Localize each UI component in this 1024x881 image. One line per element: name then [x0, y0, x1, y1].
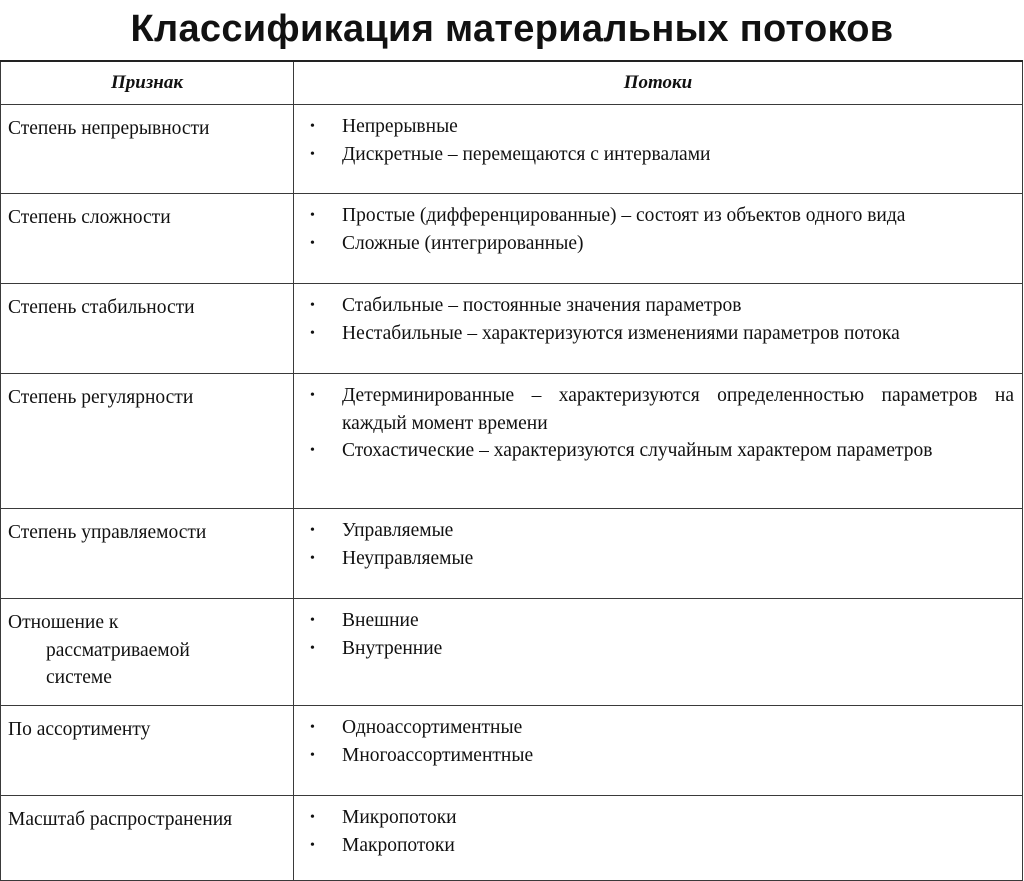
item-text: Сложные (интегрированные)	[342, 232, 584, 254]
flows-list	[304, 292, 1014, 347]
table-row	[1, 599, 1023, 706]
item-text: Нестабильные – характеризуются изменениями параметров потока	[342, 322, 900, 344]
list-item	[304, 517, 1014, 545]
table-row	[1, 105, 1023, 194]
feature-cell: Степень сложности	[1, 194, 294, 284]
table-header-row	[1, 61, 1023, 105]
list-item	[304, 202, 1014, 230]
bullet-icon: •	[310, 613, 315, 628]
feature-cell: По ассортименту	[1, 706, 294, 796]
feature-cell	[1, 599, 294, 706]
table-row	[1, 194, 1023, 284]
table-row	[1, 796, 1023, 881]
flows-cell	[294, 509, 1023, 599]
item-text: Микропотоки	[342, 807, 457, 828]
list-item	[304, 832, 1014, 860]
item-text: Стохастические – характеризуются случайным характером параметров	[342, 440, 933, 461]
feature-cell: Степень управляемости	[1, 509, 294, 599]
feature-cell: Степень регулярности	[1, 374, 294, 509]
feature-cell: Степень непрерывности	[1, 105, 294, 194]
list-item	[304, 545, 1014, 573]
bullet-icon: •	[310, 119, 315, 134]
table-row	[1, 706, 1023, 796]
list-item	[304, 607, 1014, 635]
item-text: Стабильные – постоянные значения параметров	[342, 295, 742, 316]
table-row	[1, 284, 1023, 374]
list-item	[304, 437, 1014, 465]
flows-cell	[294, 599, 1023, 706]
classification-table	[0, 60, 1023, 881]
item-text: Многоассортиментные	[342, 744, 534, 766]
list-item	[304, 742, 1014, 770]
item-text: Детерминированные – характеризуются определенностью параметров на каждый момент времени	[342, 385, 1014, 434]
feature-line: рассматриваемой	[46, 639, 190, 661]
flows-list	[304, 113, 1014, 168]
flows-cell	[294, 374, 1023, 509]
column-header-feature: Признак	[1, 61, 294, 105]
list-item	[304, 113, 1014, 141]
flows-cell	[294, 194, 1023, 284]
flows-cell	[294, 105, 1023, 194]
table-row	[1, 509, 1023, 599]
item-text: Неуправляемые	[342, 547, 474, 569]
flows-list	[304, 714, 1014, 769]
column-header-flows: Потоки	[294, 61, 1023, 105]
list-item	[304, 141, 1014, 169]
item-text: Внешние	[342, 610, 419, 631]
feature-cell: Степень стабильности	[1, 284, 294, 374]
list-item	[304, 320, 1014, 348]
flows-cell	[294, 284, 1023, 374]
bullet-icon: •	[310, 640, 315, 656]
item-text: Дискретные – перемещаются с интервалами	[342, 143, 711, 165]
bullet-icon: •	[310, 550, 315, 566]
bullet-icon: •	[310, 523, 315, 538]
flows-list	[304, 202, 1014, 257]
page-title: Классификация материальных потоков	[130, 8, 894, 50]
list-item	[304, 804, 1014, 832]
bullet-icon: •	[310, 720, 315, 735]
item-text: Одноассортиментные	[342, 717, 523, 738]
bullet-icon: •	[310, 298, 315, 313]
feature-line: системе	[46, 667, 112, 688]
bullet-icon: •	[310, 235, 315, 251]
list-item	[304, 635, 1014, 663]
feature-line: Отношение к	[8, 612, 119, 633]
feature-cell: Масштаб распространения	[1, 796, 294, 881]
flows-list	[304, 382, 1014, 465]
list-item	[304, 292, 1014, 320]
list-item	[304, 230, 1014, 258]
bullet-icon: •	[310, 146, 315, 162]
list-item	[304, 714, 1014, 742]
flows-cell	[294, 706, 1023, 796]
table-row	[1, 374, 1023, 509]
item-text: Макропотоки	[342, 834, 455, 856]
item-text: Внутренние	[342, 637, 443, 659]
bullet-icon: •	[310, 810, 315, 825]
bullet-icon: •	[310, 443, 315, 458]
list-item	[304, 382, 1014, 437]
bullet-icon: •	[310, 208, 315, 223]
item-text: Непрерывные	[342, 116, 458, 137]
item-text: Управляемые	[342, 520, 454, 541]
bullet-icon: •	[310, 388, 315, 403]
item-text: Простые (дифференцированные) – состоят из объектов одного вида	[342, 205, 906, 226]
flows-list	[304, 804, 1014, 859]
flows-list	[304, 607, 1014, 662]
flows-cell	[294, 796, 1023, 881]
bullet-icon: •	[310, 747, 315, 763]
bullet-icon: •	[310, 837, 315, 853]
bullet-icon: •	[310, 325, 315, 341]
flows-list	[304, 517, 1014, 572]
